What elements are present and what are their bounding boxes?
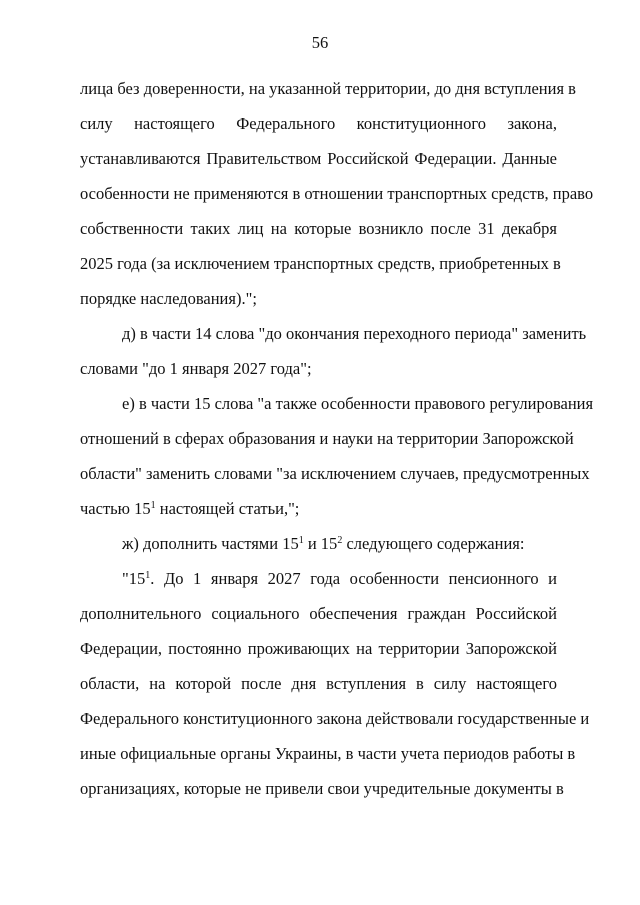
superscript: 1 xyxy=(298,535,304,546)
text-line: е) в части 15 слова "а также особенности правового регулирования xyxy=(122,394,594,413)
superscript: 1 xyxy=(150,500,156,511)
text-line: 2025 года (за исключением транспортных средств, приобретенных в xyxy=(80,254,561,273)
paragraph-4 xyxy=(80,526,557,561)
text-line xyxy=(80,491,557,526)
text-line: иные официальные органы Украины, в части учета периодов работы в xyxy=(80,744,576,763)
text-line: дополнительного социального обеспечения граждан Российской xyxy=(80,604,557,623)
text-line: Федерального конституционного закона действовали государственные и xyxy=(80,709,590,728)
paragraph-5 xyxy=(80,561,590,806)
page-number: 56 xyxy=(311,33,329,52)
text-line: устанавливаются Правительством Российской Федерации. Данные xyxy=(80,149,557,168)
text-line: словами "до 1 января 2027 года"; xyxy=(80,359,312,378)
document-body xyxy=(80,71,594,806)
text-line xyxy=(80,561,557,596)
paragraph-3 xyxy=(80,386,594,526)
text-fragment: "15 xyxy=(122,569,146,588)
text-line: силу настоящего Федерального конституционного закона, xyxy=(80,114,557,133)
text-line: области, на которой после дня вступления в силу настоящего xyxy=(80,674,557,693)
text-line: д) в части 14 слова "до окончания переходного периода" заменить xyxy=(122,324,587,343)
superscript: 2 xyxy=(337,535,343,546)
text-line: области" заменить словами "за исключением случаев, предусмотренных xyxy=(80,464,590,483)
text-line: Федерации, постоянно проживающих на территории Запорожской xyxy=(80,639,557,658)
text-fragment: настоящей статьи,"; xyxy=(155,499,300,518)
text-fragment: и 15 xyxy=(303,534,338,553)
text-line: отношений в сферах образования и науки на территории Запорожской xyxy=(80,429,574,448)
text-line: лица без доверенности, на указанной территории, до дня вступления в xyxy=(80,79,576,98)
text-fragment: ж) дополнить частями 15 xyxy=(122,534,299,553)
text-fragment: частью 15 xyxy=(80,499,151,518)
text-line xyxy=(80,526,557,561)
text-fragment: следующего содержания: xyxy=(342,534,525,553)
text-line: собственности таких лиц на которые возникло после 31 декабря xyxy=(80,219,557,238)
text-line: порядке наследования)."; xyxy=(80,289,257,308)
text-fragment: . До 1 января 2027 года особенности пенсионного и xyxy=(150,569,557,588)
superscript: 1 xyxy=(145,570,151,581)
paragraph-1 xyxy=(80,71,594,316)
text-line: особенности не применяются в отношении транспортных средств, право xyxy=(80,184,594,203)
paragraph-2 xyxy=(80,316,587,386)
text-line: организациях, которые не привели свои учредительные документы в xyxy=(80,779,564,798)
